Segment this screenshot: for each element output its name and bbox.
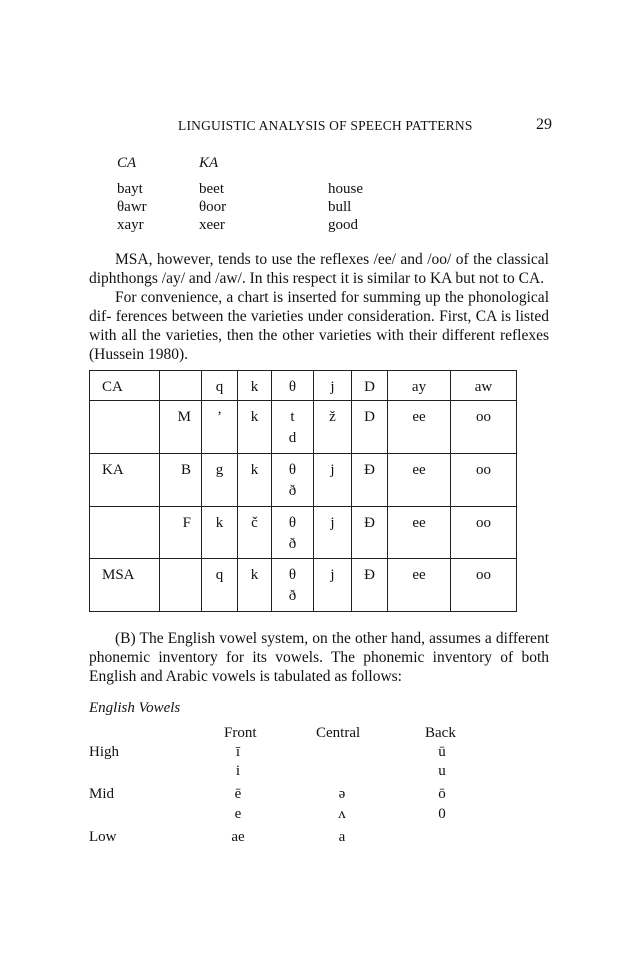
paragraph: [89, 288, 549, 364]
phoneme-cell: oo: [451, 453, 517, 506]
running-header: LINGUISTIC ANALYSIS OF SPEECH PATTERNS: [178, 118, 473, 133]
variety-label: CA: [90, 371, 160, 401]
phoneme-cell: Đ: [352, 506, 388, 559]
example-cell: bayt: [117, 181, 143, 197]
phoneme-table-row: [90, 371, 517, 401]
variety-label: KA: [90, 453, 160, 506]
line: phonemic inventory for its vowels. The phonemic inventory of both English: [89, 649, 549, 685]
vowel: ae: [231, 829, 245, 845]
line: diphthongs /ay/ and /aw/. In this respect it is similar to KA but not to CA.: [89, 270, 545, 287]
phoneme-table-row: [90, 453, 517, 506]
phoneme-table-row: [90, 401, 517, 454]
phoneme-cell: j: [314, 371, 352, 401]
phoneme-cell: k: [238, 371, 272, 401]
phoneme-cell: oo: [451, 559, 517, 612]
variety-label: MSA: [90, 559, 160, 612]
phoneme-cell: k: [202, 506, 238, 559]
example-header-ka: KA: [199, 155, 219, 171]
phoneme-cell: ay: [388, 371, 451, 401]
line: ferences between the varieties under consideration. First, CA is listed with all: [89, 308, 549, 344]
phoneme-table: [89, 370, 517, 612]
example-header-ca: CA: [117, 155, 137, 171]
variety-label: [90, 506, 160, 559]
line: 1980).: [147, 346, 189, 363]
phoneme-cell: ž: [314, 401, 352, 454]
phoneme-cell: D: [352, 371, 388, 401]
phoneme-cell: Đ: [352, 559, 388, 612]
vowel: ə: [338, 786, 346, 802]
column-header-front: Front: [224, 725, 257, 741]
phoneme-cell: j: [314, 453, 352, 506]
dialect-label: [160, 371, 202, 401]
example-cell: beet: [199, 181, 224, 197]
phoneme-cell: ee: [388, 506, 451, 559]
example-gloss: house: [328, 181, 363, 197]
vowels-title: English Vowels: [89, 700, 181, 716]
phoneme-table-row: [90, 559, 517, 612]
phoneme-cell: k: [238, 559, 272, 612]
example-cell: θoor: [199, 199, 227, 215]
vowel: 0: [438, 806, 446, 822]
phoneme-cell: j: [314, 506, 352, 559]
variety-label: [90, 401, 160, 454]
line: For convenience, a chart is inserted for summing up the phonological dif-: [89, 289, 549, 325]
row-label-low: Low: [89, 829, 117, 845]
paragraph-b: [89, 629, 549, 686]
vowel: ʌ: [338, 806, 346, 822]
phoneme-cell: ’: [202, 401, 238, 454]
line: the varieties, then the other varieties with their different reflexes (Hussein: [89, 327, 549, 363]
row-label-mid: Mid: [89, 786, 115, 802]
phoneme-cell: ee: [388, 453, 451, 506]
dialect-label: M: [160, 401, 202, 454]
dialect-label: F: [160, 506, 202, 559]
phoneme-cell: k: [238, 401, 272, 454]
phoneme-cell: k: [238, 453, 272, 506]
example-cell: θawr: [117, 199, 147, 215]
phoneme-cell: ee: [388, 559, 451, 612]
example-gloss: good: [328, 217, 358, 233]
phoneme-cell: oo: [451, 506, 517, 559]
vowel: ī: [235, 744, 241, 760]
phoneme-cell: oo: [451, 401, 517, 454]
dialect-label: [160, 559, 202, 612]
phoneme-cell: Đ: [352, 453, 388, 506]
vowel: ō: [438, 786, 446, 802]
vowel: i: [235, 763, 241, 779]
phoneme-cell: aw: [451, 371, 517, 401]
phoneme-cell: θ ð: [272, 506, 314, 559]
line: (B) The English vowel system, on the other hand, assumes a different: [115, 630, 549, 647]
example-cell: xeer: [199, 217, 225, 233]
paragraph: [89, 250, 549, 288]
line: and Arabic vowels is tabulated as follows:: [140, 668, 402, 685]
phoneme-cell: g: [202, 453, 238, 506]
dialect-label: B: [160, 453, 202, 506]
column-header-back: Back: [425, 725, 456, 741]
page-number: 29: [536, 116, 552, 133]
phoneme-cell: t d: [272, 401, 314, 454]
vowel: ū: [438, 744, 446, 760]
vowel: e: [234, 806, 242, 822]
phoneme-table-row: [90, 506, 517, 559]
column-header-central: Central: [316, 725, 361, 741]
vowel: a: [338, 829, 346, 845]
phoneme-cell: θ ð: [272, 559, 314, 612]
phoneme-cell: j: [314, 559, 352, 612]
phoneme-cell: D: [352, 401, 388, 454]
phoneme-cell: θ ð: [272, 453, 314, 506]
phoneme-cell: ee: [388, 401, 451, 454]
vowel: u: [438, 763, 446, 779]
phoneme-cell: θ: [272, 371, 314, 401]
paragraph: [89, 629, 549, 686]
phoneme-cell: q: [202, 371, 238, 401]
body-text: [89, 250, 549, 364]
example-cell: xayr: [117, 217, 144, 233]
vowel: ē: [234, 786, 242, 802]
example-gloss: bull: [328, 199, 352, 215]
phoneme-cell: q: [202, 559, 238, 612]
line: MSA, however, tends to use the reflexes /ee/ and /oo/ of the classical: [115, 251, 549, 268]
row-label-high: High: [89, 744, 119, 760]
phoneme-cell: č: [238, 506, 272, 559]
